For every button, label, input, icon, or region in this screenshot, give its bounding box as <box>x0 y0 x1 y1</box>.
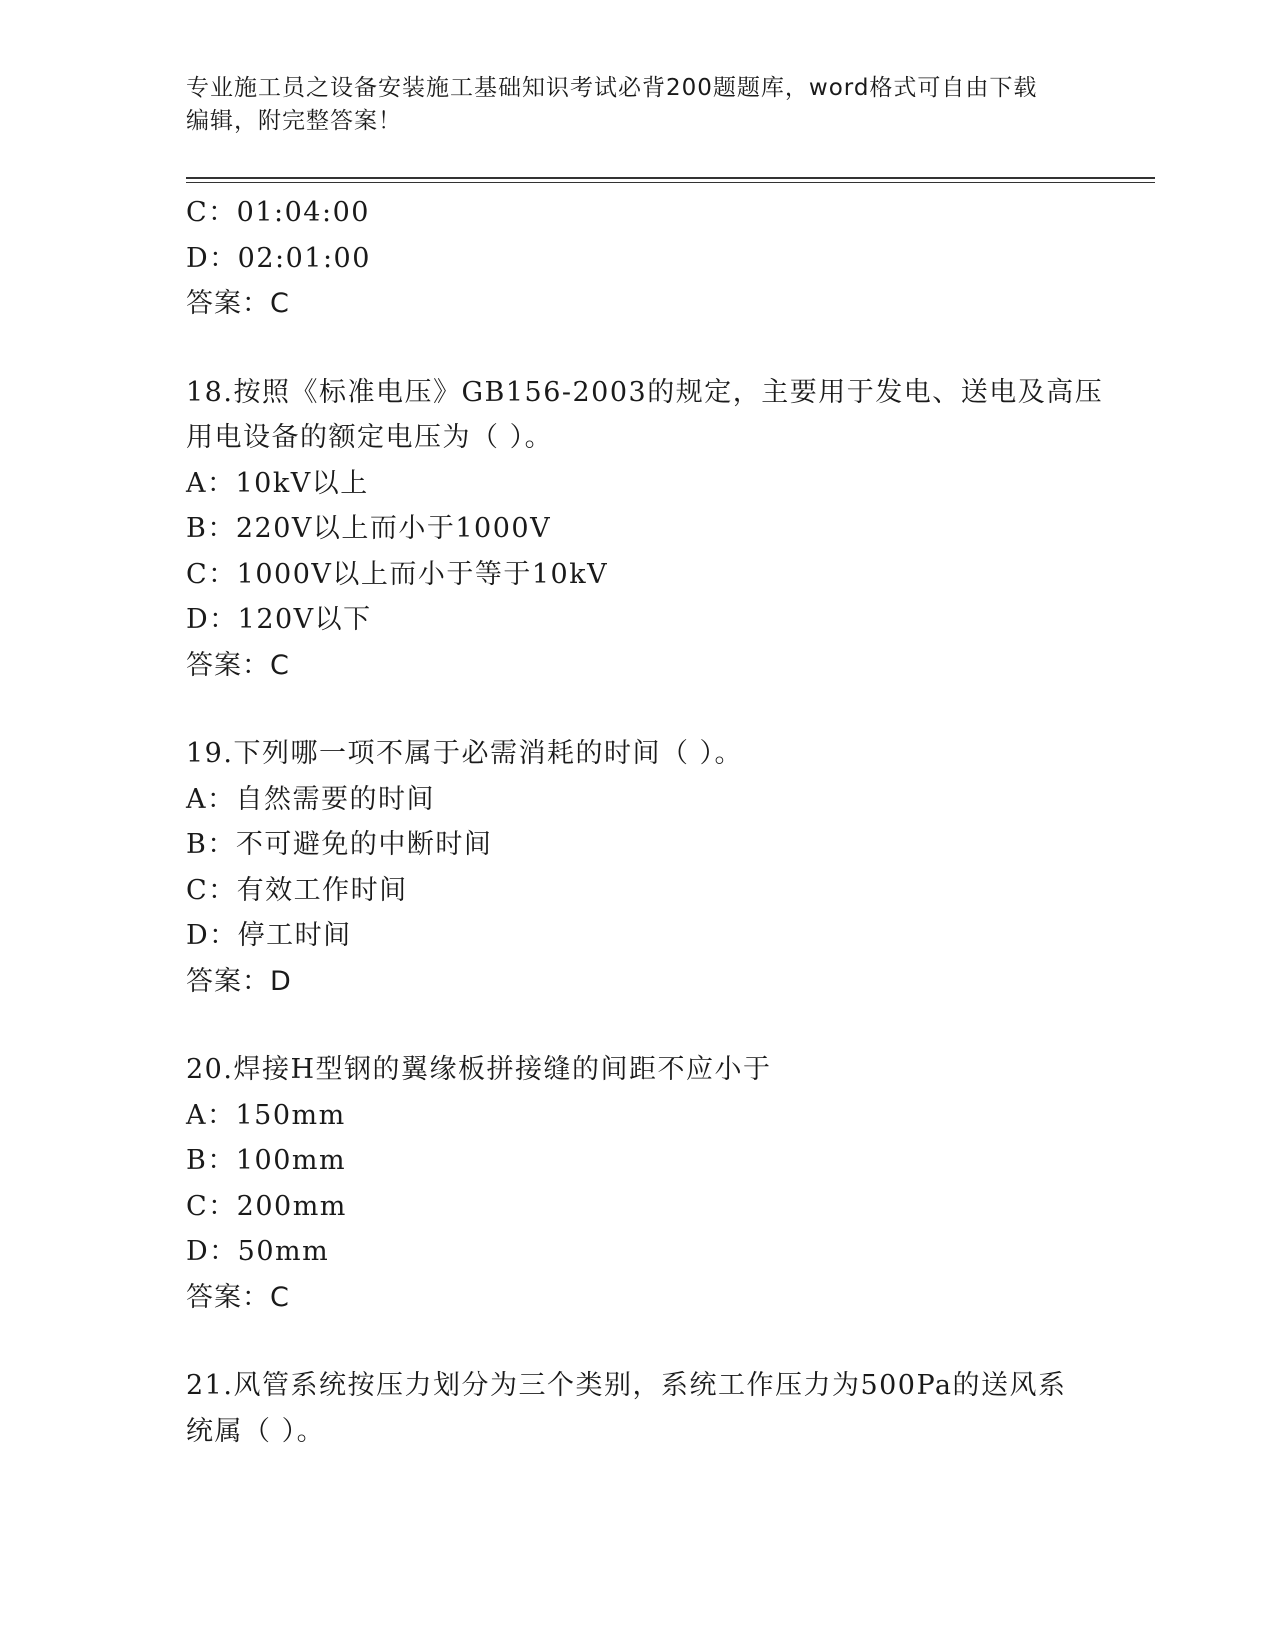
document-header <box>186 72 1086 138</box>
question-stem: 19.下列哪一项不属于必需消耗的时间（ ）。 <box>186 738 744 769</box>
header-line-2: 编辑，附完整答案！ <box>186 108 402 134</box>
question-stem: 21.风管系统按压力划分为三个类别，系统工作压力为500Pa的送风系 <box>186 1370 1067 1401</box>
option-b: B：不可避免的中断时间 <box>186 829 493 860</box>
header-divider <box>186 177 1155 179</box>
option-b: B：100mm <box>186 1145 347 1176</box>
spacer <box>186 327 1155 370</box>
option-c: C：有效工作时间 <box>186 874 408 906</box>
question-17 <box>186 190 1155 327</box>
question-stem: 20.焊接H型钢的翼缘板拼接缝的间距不应小于 <box>186 1054 772 1085</box>
spacer <box>186 1320 1155 1363</box>
answer-line: 答案：C <box>186 1281 290 1313</box>
question-stem-cont: 用电设备的额定电压为（ ）。 <box>186 422 554 453</box>
answer-line: 答案：C <box>186 288 290 319</box>
question-20 <box>186 1047 1155 1320</box>
question-stem: 18.按照《标准电压》GB156-2003的规定，主要用于发电、送电及高压 <box>186 376 1104 408</box>
header-divider-thin <box>186 182 1155 183</box>
option-d: D：停工时间 <box>186 920 352 951</box>
spacer <box>186 688 1155 731</box>
option-b: B：220V以上而小于1000V <box>186 513 552 544</box>
question-21 <box>186 1363 1155 1454</box>
option-a: A：150mm <box>186 1099 346 1131</box>
answer-line: 答案：D <box>186 965 292 997</box>
option-a: A：自然需要的时间 <box>186 783 435 815</box>
option-a: A：10kV以上 <box>186 467 369 499</box>
option-d: D：02:01:00 <box>186 242 371 274</box>
option-c: C：1000V以上而小于等于10kV <box>186 558 609 590</box>
option-c: C：200mm <box>186 1190 347 1222</box>
option-d: D：50mm <box>186 1236 330 1267</box>
option-c: C：01:04:00 <box>186 197 370 228</box>
question-stem-cont: 统属（ ）。 <box>186 1415 326 1447</box>
question-18 <box>186 370 1155 689</box>
question-list <box>186 190 1155 1454</box>
option-d: D：120V以下 <box>186 604 372 635</box>
question-19 <box>186 731 1155 1004</box>
spacer <box>186 1004 1155 1047</box>
header-line-1: 专业施工员之设备安装施工基础知识考试必背200题题库，word格式可自由下载 <box>186 75 1038 101</box>
answer-line: 答案：C <box>186 649 290 681</box>
